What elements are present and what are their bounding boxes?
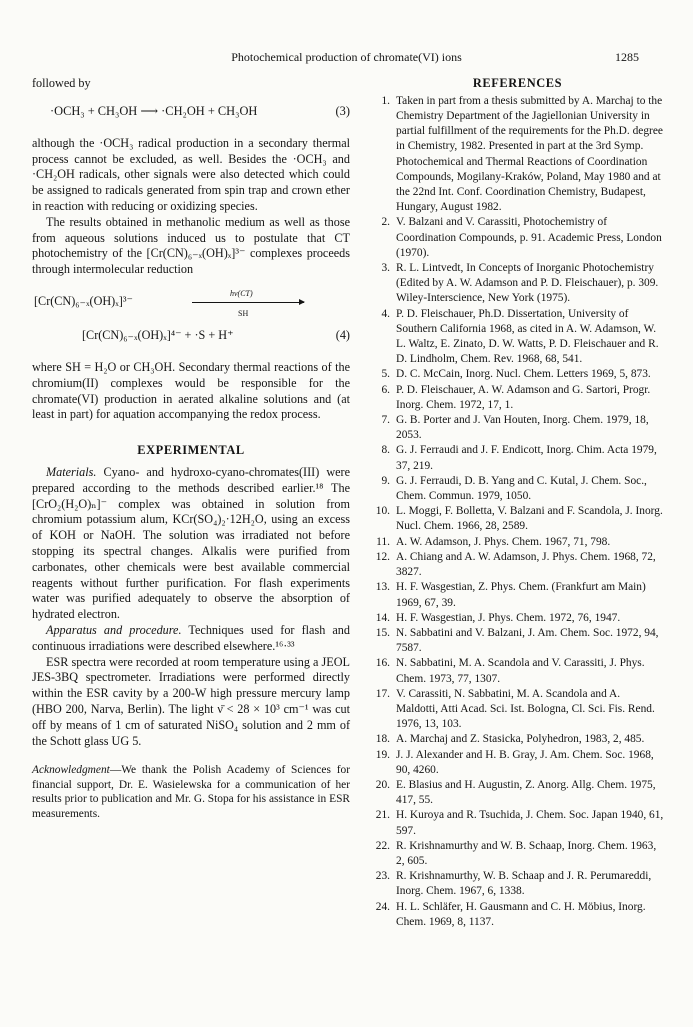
reference-text: D. C. McCain, Inorg. Nucl. Chem. Letters 1969, 5, 873. [396,368,651,381]
reference-item [370,535,665,550]
equation-4-rhs: [Cr(CN)₆₋ₓ(OH)ₓ]⁴⁻ + ·S + H⁺ [82,327,234,342]
reference-number: 15. [375,626,390,639]
reference-item [370,869,665,899]
equation-4-number: (4) [335,327,350,342]
reference-item [370,550,665,580]
reference-text: N. Sabbatini and V. Balzani, J. Am. Chem. Soc. 1972, 94, 7587. [396,626,659,655]
references-column [370,76,665,930]
equation-4-lhs: [Cr(CN)₆₋ₓ(OH)ₓ]³⁻ [34,293,133,308]
equation-3-text: ·OCH₃ + CH₃OH ⟶ ·CH₂OH + CH₃OH [50,103,258,118]
paragraph-esr: ESR spectra were recorded at room temperature using a JEOL JES-3BQ spectrometer. Irradiations were performed directly within the ESR cavity by a 200-W high pressure mercury lamp (HBO 200, Narva, Berlin). The light ν̄ < 28 × 10³ cm⁻¹ was cut off by means of 1 cm of saturated NiSO₄ solution and 2 mm of the Schott glass UG 5. [32,654,350,748]
reference-text: A. Chiang and A. W. Adamson, J. Phys. Chem. 1968, 72, 3827. [396,550,656,579]
reference-item [370,687,665,733]
reference-item [370,367,665,382]
reference-text: G. B. Porter and J. Van Houten, Inorg. Chem. 1979, 18, 2053. [396,414,649,442]
reference-number: 12. [375,550,390,563]
ack-text: —We thank the Polish Academy of Sciences for financial support, Dr. E. Wasielewska for a communication of her results prior to publication and Mr. G. Stopa for his assistance in ESR measurements. [32,764,350,821]
reference-number: 5. [381,368,390,381]
acknowledgment [32,763,350,821]
reference-text: A. W. Adamson, J. Phys. Chem. 1967, 71, 798. [396,535,611,548]
intro-text: followed by [32,76,91,90]
reference-text: G. J. Ferraudi and J. F. Endicott, Inorg. Chim. Acta 1979, 37, 219. [396,444,657,472]
reference-text: V. Balzani and V. Carassiti, Photochemistry of Coordination Compounds, p. 91. Academic Press, London (1970). [396,216,662,259]
paragraph-results: The results obtained in methanolic medium as well as those from aqueous solutions induced us to postulate that CT photochemistry of the [Cr(CN)₆₋ₓ(OH)ₓ]³⁻ complexes proceeds through intermolecular reduction [32,214,350,277]
reference-number: 9. [381,474,390,487]
reference-text: N. Sabbatini, M. A. Scandola and V. Carassiti, J. Phys. Chem. 1973, 77, 1307. [396,657,645,685]
reference-number: 1. [381,94,390,107]
reference-list [370,94,665,930]
references-heading: REFERENCES [472,76,563,90]
reference-number: 24. [375,900,390,913]
page-number: 1285 [615,50,639,64]
equation-4 [32,286,350,352]
reference-text: J. J. Alexander and H. B. Gray, J. Am. Chem. Soc. 1968, 90, 4260. [396,748,654,776]
reference-text: H. F. Wasgestian, J. Phys. Chem. 1972, 76, 1947. [396,611,621,624]
experimental-heading: EXPERIMENTAL [137,443,245,458]
running-header: Photochemical production of chromate(VI) ions [231,50,462,64]
materials-label: Materials. [46,464,97,479]
reference-item [370,748,665,778]
reference-number: 19. [375,748,390,761]
reference-item [370,413,665,443]
reference-text: E. Blasius and H. Augustin, Z. Anorg. Allg. Chem. 1975, 417, 55. [396,778,656,807]
reference-item [370,580,665,610]
ack-label: Acknowledgment [32,764,110,777]
equation-3-number: (3) [335,103,350,118]
reference-text: A. Marchaj and Z. Stasicka, Polyhedron, 1983, 2, 485. [396,733,645,746]
paragraph-secondary: where SH = H₂O or CH₃OH. Secondary thermal reactions of the chromium(II) complexes would be responsible for the chromate(VI) production in aerated alkaline solutions and (at least in part) for aquation accompanying the redox process. [32,359,350,422]
reference-text: L. Moggi, F. Bolletta, V. Balzani and F. Scandola, J. Inorg. Nucl. Chem. 1966, 28, 2589. [396,505,663,533]
reference-number: 21. [375,809,390,822]
reference-item [370,611,665,626]
reference-number: 14. [375,611,390,624]
paragraph-materials [32,465,350,623]
reference-text: H. Kuroya and R. Tsuchida, J. Chem. Soc. Japan 1940, 61, 597. [396,809,664,837]
reference-number: 3. [381,262,390,275]
reference-number: 18. [375,733,390,746]
reference-number: 2. [381,216,390,229]
equation-3 [32,100,350,126]
reference-item [370,808,665,838]
reference-text: R. Krishnamurthy and W. B. Schaap, Inorg. Chem. 1963, 2, 605. [396,839,657,867]
paragraph-radicals: although the ·OCH₃ radical production in a secondary thermal process cannot be excluded, as well. Besides the ·OCH₃ and ·CH₂OH radicals, other signals were also detected which could be assigned to radicals generated from spin trap and crown ether in reaction with reducing or oxidizing species. [32,135,350,213]
reference-item [370,383,665,413]
equation-4-arrow-bottom: SH [238,308,249,318]
reference-item [370,626,665,656]
reference-item [370,215,665,261]
reference-number: 17. [375,687,390,700]
reference-item [370,839,665,869]
reference-text: R. Krishnamurthy, W. B. Schaap and J. R. Perumareddi, Inorg. Chem. 1967, 6, 1338. [396,870,652,898]
reference-number: 7. [381,414,390,427]
reference-item [370,656,665,686]
reference-number: 16. [375,657,390,670]
reference-text: R. L. Lintvedt, In Concepts of Inorganic Photochemistry (Edited by A. W. Adamson and P. D. Fleischauer), p. 309. Wiley-Interscience, New York (1975). [396,262,659,305]
reference-item [370,900,665,930]
reference-text: V. Carassiti, N. Sabbatini, M. A. Scandola and A. Maldotti, Atti Acad. Sci. Ist. Bologna, Cl. Sci. Fis. Rend. 1976, 13, 103. [396,687,655,731]
reference-item [370,261,665,307]
reference-item [370,443,665,473]
left-column [32,76,350,822]
reference-number: 13. [375,581,390,594]
apparatus-text: Techniques used for flash and continuous irradiations were described elsewhere.¹⁶·³³ [32,622,350,653]
equation-4-arrow-top: hν(CT) [230,288,253,298]
reference-number: 23. [375,870,390,883]
reference-item [370,504,665,534]
reference-text: Taken in part from a thesis submitted by A. Marchaj to the Chemistry Department of the Jagiellonian University in partial fulfillment of the requirements for the Ph.D. degree in Chemistry, 1982. Presented in part at the 3rd Symp. Photochemical and Thermal Reactions of Coordination Compounds, Mogilany-Kraków, Poland, May 1980 and at the 22nd Int. Conf. Coordination Chemistry, Budapest, Hungary, August 1982. [396,94,663,214]
reference-item [370,474,665,504]
reference-number: 4. [381,307,390,320]
reference-text: P. D. Fleischauer, Ph.D. Dissertation, University of Southern California 1968, as cited in A. W. Adamson, W. L. Waltz, E. Zinato, D. W. Watts, P. D. Fleischauer and R. D. Lindholm, Chem. Rev. 1968, 68, 541. [396,307,659,366]
reference-item [370,307,665,368]
reference-text: G. J. Ferraudi, D. B. Yang and C. Kutal, J. Chem. Soc., Chem. Commun. 1979, 1050. [396,474,647,503]
reference-number: 10. [375,505,390,518]
reaction-arrow-icon [192,302,304,303]
reference-number: 20. [375,778,390,791]
apparatus-label: Apparatus and procedure. [46,622,182,637]
reference-text: H. L. Schläfer, H. Gausmann and C. H. Möbius, Inorg. Chem. 1969, 8, 1137. [396,900,646,928]
reference-item [370,94,665,216]
reference-number: 22. [375,839,390,852]
reference-number: 8. [381,444,390,457]
reference-number: 6. [381,383,390,396]
paragraph-apparatus [32,623,350,655]
reference-number: 11. [376,535,390,548]
reference-item [370,778,665,808]
reference-item [370,732,665,747]
reference-text: P. D. Fleischauer, A. W. Adamson and G. Sartori, Progr. Inorg. Chem. 1972, 17, 1. [396,383,651,411]
materials-text: Cyano- and hydroxo-cyano-chromates(III) were prepared according to the methods described earlier.¹⁸ The [CrO₂(H₂O)ₙ]⁻ complex was obtained in solution from chromium potassium alum, KCr(SO₄)₂·12H₂O, using an excess of KOH or NaOH. The solution was irradiated not before stopping its spectral changes. Alkalis were purified from carbonates, other chemicals were best available commercial reagents without further purification. For flash experiments water was purified adequately to observe the absorption of hydrated electron. [32,464,350,622]
reference-text: H. F. Wasgestian, Z. Phys. Chem. (Frankfurt am Main) 1969, 67, 39. [396,581,646,609]
